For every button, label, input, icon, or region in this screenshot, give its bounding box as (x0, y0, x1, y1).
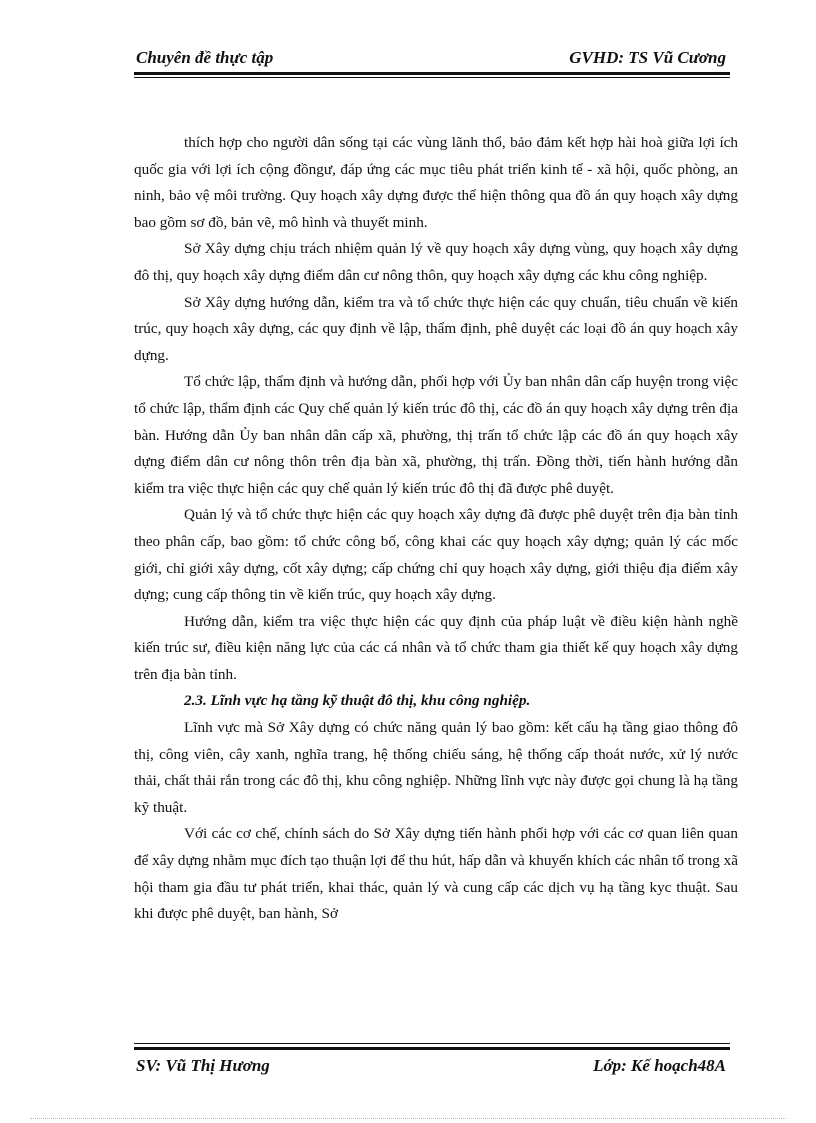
header-divider (134, 77, 730, 78)
page-break-line (30, 1118, 786, 1119)
paragraph: Quản lý và tổ chức thực hiện các quy hoạch xây dựng đã được phê duyệt trên địa bàn tỉnh theo phân cấp, bao gồm: tổ chức công bố, công khai các quy hoạch xây dựng; quản lý các mốc giới, chỉ giới xây dựng, cốt xây dựng; cấp chứng chỉ quy hoạch xây dựng, giới thiệu địa điểm xây dựng; cung cấp thông tin về kiến trúc, quy hoạch xây dựng. (134, 506, 738, 604)
paragraph: Với các cơ chế, chính sách do Sở Xây dựng tiến hành phối hợp với các cơ quan liên quan để xây dựng nhằm mục đích tạo thuận lợi để thu hút, hấp dẫn và khuyến khích các nhân tố trong xã hội tham gia đầu tư phát triển, khai thác, quản lý và cung cấp các dịch vụ hạ tầng kyc thuật. Sau khi được phê duyệt, ban hành, Sở (134, 825, 738, 923)
paragraph: thích hợp cho người dân sống tại các vùng lãnh thổ, bảo đảm kết hợp hài hoà giữa lợi ích quốc gia với lợi ích cộng đồngư, đáp ứng các mục tiêu phát triển kinh tế - xã hội, quốc phòng, an ninh, bảo vệ môi trường. Quy hoạch xây dựng được thể hiện thông qua đồ án quy hoạch xây dựng bao gồm sơ đồ, bản vẽ, mô hình và thuyết minh. (134, 134, 738, 231)
paragraph: Lĩnh vực mà Sở Xây dựng có chức năng quản lý bao gồm: kết cấu hạ tầng giao thông đô thị, công viên, cây xanh, nghĩa trang, hệ thống chiếu sáng, hệ thống cấp thoát nước, xử lý nước thải, chất thải rắn trong các đô thị, khu công nghiệp. Những lĩnh vực này được gọi chung là hạ tầng kỹ thuật. (134, 719, 738, 816)
header-title: Chuyên đề thực tập (136, 48, 274, 67)
footer-class: Lớp: Kế hoạch48A (593, 1056, 726, 1075)
document-body (134, 130, 738, 928)
paragraph: Sở Xây dựng hướng dẫn, kiểm tra và tổ chức thực hiện các quy chuẩn, tiêu chuẩn về kiến trúc, quy hoạch xây dựng, các quy định về lập, thẩm định, phê duyệt các loại đồ án quy hoạch xây dựng. (134, 293, 738, 364)
paragraph: Tổ chức lập, thẩm định và hướng dẫn, phối hợp với Ủy ban nhân dân cấp huyện trong việc tổ chức lập, thẩm định các Quy chế quản lý kiến trúc đô thị, các đồ án quy hoạch xây dựng trên địa bàn. Hướng dẫn Ủy ban nhân dân cấp xã, phường, thị trấn tổ chức lập các đồ án quy hoạch xây dựng điểm dân cư nông thôn trên địa bàn xã, phường, thị trấn. Đồng thời, tiến hành hướng dẫn kiểm tra việc thực hiện các quy chế quản lý kiến trúc đô thị đã được phê duyệt. (134, 373, 738, 497)
footer-student: SV: Vũ Thị Hương (136, 1056, 270, 1075)
footer-divider (134, 1043, 730, 1044)
paragraph: Hướng dẫn, kiểm tra việc thực hiện các quy định của pháp luật về điều kiện hành nghề kiến trúc sư, điều kiện năng lực của các cá nhân và tổ chức tham gia thiết kế quy hoạch xây dựng trên địa bàn tỉnh. (134, 612, 738, 683)
header-supervisor: GVHD: TS Vũ Cương (569, 48, 726, 67)
section-heading: 2.3. Lĩnh vực hạ tầng kỹ thuật đô thị, khu công nghiệp. (184, 692, 531, 710)
page-header (134, 46, 730, 75)
page-footer (134, 1047, 730, 1078)
paragraph: Sở Xây dựng chịu trách nhiệm quản lý về quy hoạch xây dựng vùng, quy hoạch xây dựng đô thị, quy hoạch xây dựng điểm dân cư nông thôn, quy hoạch xây dựng các khu công nghiệp. (134, 240, 738, 284)
